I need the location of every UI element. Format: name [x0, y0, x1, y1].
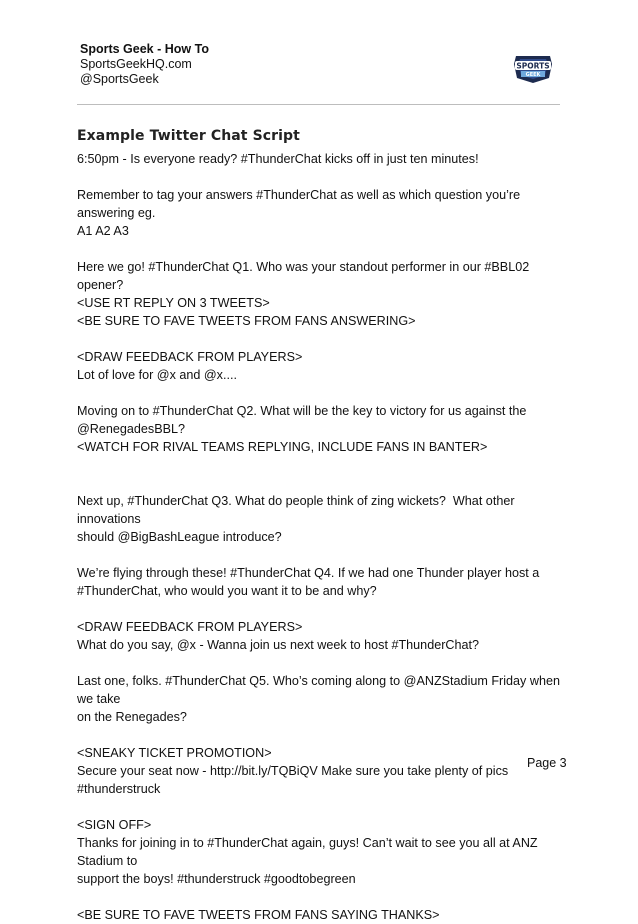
script-line: We’re flying through these! #ThunderChat Q4. If we had one Thunder player host a — [77, 566, 540, 580]
script-line: <WATCH FOR RIVAL TEAMS REPLYING, INCLUDE FANS IN BANTER> — [77, 440, 488, 454]
script-line: <USE RT REPLY ON 3 TWEETS> — [77, 296, 270, 310]
script-line: <BE SURE TO FAVE TWEETS FROM FANS SAYING THANKS> — [77, 908, 440, 922]
script-line: <DRAW FEEDBACK FROM PLAYERS> — [77, 620, 303, 634]
script-line: <SNEAKY TICKET PROMOTION> — [77, 746, 272, 760]
chat-script-body — [77, 150, 567, 924]
header-divider — [77, 104, 560, 105]
header-text-block — [80, 42, 209, 87]
script-line: 6:50pm - Is everyone ready? #ThunderChat kicks off in just ten minutes! — [77, 152, 479, 166]
script-line: Moving on to #ThunderChat Q2. What will be the key to victory for us against the — [77, 404, 527, 418]
script-line: should @BigBashLeague introduce? — [77, 530, 282, 544]
sports-geek-logo — [512, 50, 554, 84]
script-line: Thanks for joining in to #ThunderChat again, guys! Can’t wait to see you all at ANZ Stadium to — [77, 836, 542, 868]
header-title: Sports Geek - How To — [80, 42, 209, 56]
script-line: What do you say, @x - Wanna join us next week to host #ThunderChat? — [77, 638, 479, 652]
page-number: Page 3 — [527, 756, 567, 770]
script-line: Here we go! #ThunderChat Q1. Who was your standout performer in our #BBL02 opener? — [77, 260, 533, 292]
script-line: Lot of love for @x and @x.... — [77, 368, 237, 382]
script-line: support the boys! #thunderstruck #goodtobegreen — [77, 872, 356, 886]
script-line: Secure your seat now - http://bit.ly/TQBiQV Make sure you take plenty of pics #thunderstruck — [77, 764, 512, 796]
svg-text:GEEK: GEEK — [525, 72, 541, 78]
script-line: <BE SURE TO FAVE TWEETS FROM FANS ANSWERING> — [77, 314, 416, 328]
script-line: <SIGN OFF> — [77, 818, 152, 832]
script-line: on the Renegades? — [77, 710, 187, 724]
script-line: A1 A2 A3 — [77, 224, 129, 238]
document-heading: Example Twitter Chat Script — [77, 128, 300, 144]
script-line: Next up, #ThunderChat Q3. What do people think of zing wickets? What other innovations — [77, 494, 519, 526]
script-line: Remember to tag your answers #ThunderChat as well as which question you’re answering eg. — [77, 188, 524, 220]
script-line: <DRAW FEEDBACK FROM PLAYERS> — [77, 350, 303, 364]
script-line: Last one, folks. #ThunderChat Q5. Who’s coming along to @ANZStadium Friday when we take — [77, 674, 564, 706]
script-line: @RenegadesBBL? — [77, 422, 186, 436]
header-website: SportsGeekHQ.com — [80, 57, 192, 71]
header-handle: @SportsGeek — [80, 72, 159, 86]
svg-text:SPORTS: SPORTS — [516, 61, 550, 71]
script-line: #ThunderChat, who would you want it to be and why? — [77, 584, 377, 598]
